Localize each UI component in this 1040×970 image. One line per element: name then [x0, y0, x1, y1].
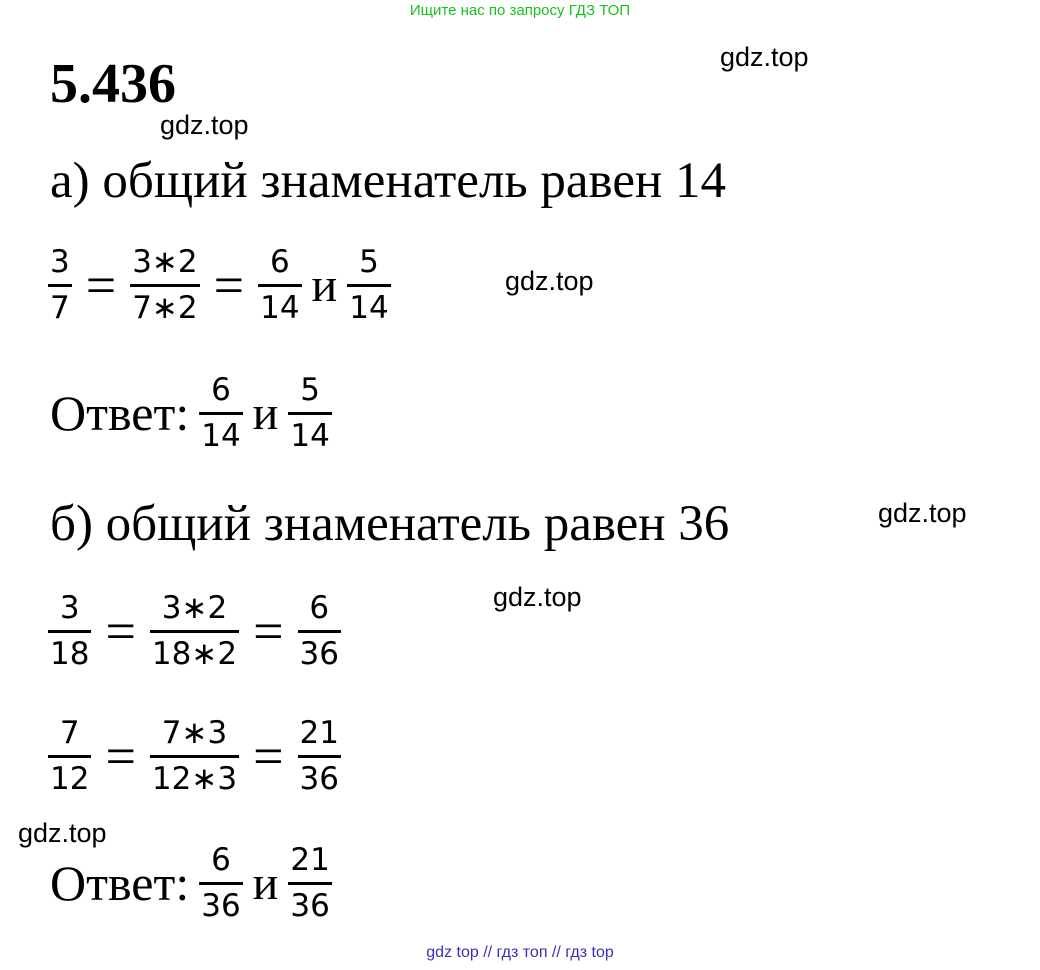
fraction-bar: [48, 630, 91, 633]
denominator: 36: [299, 636, 339, 672]
equals-sign: =: [85, 255, 117, 315]
denominator: 36: [290, 888, 330, 924]
denominator: 18∗2: [151, 636, 238, 672]
fraction-bar: [298, 755, 341, 758]
answer-label: Ответ:: [50, 855, 190, 911]
equals-sign: =: [253, 601, 284, 661]
equals-sign: =: [213, 255, 245, 315]
fraction-bar: [347, 284, 390, 287]
fraction: [48, 715, 91, 797]
numerator: 3: [50, 244, 70, 280]
fraction: [258, 244, 301, 326]
numerator: 6: [309, 590, 330, 626]
part-b-equation-1: [48, 590, 341, 672]
part-b-answer: [50, 842, 332, 924]
fraction-bar: [150, 755, 239, 758]
fraction-bar: [150, 630, 239, 633]
denominator: 7∗2: [132, 290, 198, 326]
fraction-bar: [258, 284, 301, 287]
part-b-equation-2: [48, 715, 341, 797]
task-number: 5.436: [50, 53, 176, 115]
numerator: 5: [300, 372, 320, 408]
denominator: 36: [299, 761, 339, 797]
denominator: 7: [50, 290, 70, 326]
fraction-bar: [48, 284, 72, 287]
part-b-heading: б) общий знаменатель равен 36: [50, 496, 730, 552]
numerator: 6: [269, 244, 290, 280]
conjunction: и: [252, 386, 279, 440]
fraction: [150, 590, 239, 672]
fraction-bar: [199, 412, 242, 415]
numerator: 7∗3: [161, 715, 228, 751]
equals-sign: =: [253, 726, 284, 786]
watermark: gdz.top: [505, 266, 594, 296]
numerator: 21: [299, 715, 339, 751]
answer-label: Ответ:: [50, 385, 190, 441]
fraction: [48, 244, 72, 326]
fraction: [48, 590, 91, 672]
numerator: 3∗2: [161, 590, 228, 626]
fraction: [150, 715, 239, 797]
fraction: [298, 590, 341, 672]
numerator: 5: [359, 244, 379, 280]
denominator: 36: [201, 888, 241, 924]
fraction: [298, 715, 341, 797]
fraction: [130, 244, 199, 326]
denominator: 14: [260, 290, 300, 326]
conjunction: и: [311, 258, 338, 312]
numerator: 3: [59, 590, 80, 626]
fraction-bar: [288, 412, 331, 415]
fraction: [288, 842, 331, 924]
fraction-bar: [288, 882, 331, 885]
numerator: 6: [211, 372, 231, 408]
fraction: [199, 372, 242, 454]
part-a-heading: а) общий знаменатель равен 14: [50, 153, 726, 209]
denominator: 14: [349, 290, 389, 326]
denominator: 18: [50, 636, 90, 672]
numerator: 21: [290, 842, 330, 878]
watermark: gdz.top: [720, 42, 809, 72]
fraction-bar: [298, 630, 341, 633]
denominator: 12∗3: [151, 761, 238, 797]
denominator: 14: [290, 418, 330, 454]
top-search-hint: Ищите нас по запросу ГДЗ ТОП: [409, 2, 631, 19]
footer-links[interactable]: gdz top // гдз топ // гдз top: [426, 944, 614, 961]
equals-sign: =: [105, 726, 136, 786]
denominator: 12: [50, 761, 90, 797]
watermark: gdz.top: [878, 498, 967, 528]
fraction-bar: [199, 882, 242, 885]
numerator: 6: [211, 842, 231, 878]
fraction: [347, 244, 390, 326]
fraction: [288, 372, 331, 454]
watermark: gdz.top: [493, 582, 582, 612]
part-a-answer: [50, 372, 332, 454]
numerator: 3∗2: [132, 244, 198, 280]
equals-sign: =: [105, 601, 136, 661]
fraction-bar: [130, 284, 199, 287]
numerator: 7: [59, 715, 80, 751]
fraction-bar: [48, 755, 91, 758]
fraction: [199, 842, 242, 924]
conjunction: и: [252, 856, 279, 910]
part-a-equation: [48, 244, 391, 326]
watermark: gdz.top: [160, 110, 249, 140]
watermark: gdz.top: [18, 818, 107, 848]
denominator: 14: [201, 418, 241, 454]
